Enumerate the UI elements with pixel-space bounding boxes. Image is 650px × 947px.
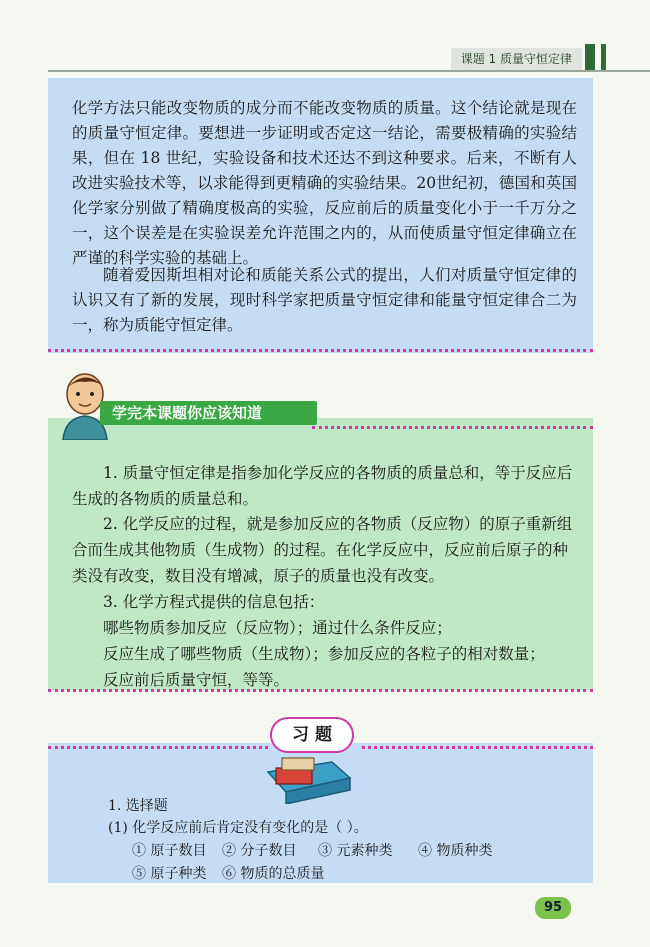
- exercise-question: (1) 化学反应前后肯定没有变化的是（ ）。: [108, 820, 368, 836]
- option-3: ③ 元素种类: [318, 843, 393, 859]
- option-4: ④ 物质种类: [418, 843, 493, 859]
- option-5: ⑤ 原子种类: [132, 866, 207, 882]
- page-number: 95: [535, 897, 571, 919]
- chapter-header: 课题 1 质量守恒定律: [451, 48, 582, 70]
- banner-divider: [312, 426, 593, 429]
- header-bar-decoration-thin: [601, 44, 606, 70]
- books-icon: [262, 748, 354, 804]
- header-bar-decoration: [585, 44, 595, 70]
- option-6: ⑥ 物质的总质量: [222, 866, 325, 882]
- section-divider: [48, 349, 593, 352]
- summary-line-3: 反应前后质量守恒，等等。: [103, 671, 290, 689]
- exercise-heading: 1. 选择题: [108, 798, 168, 814]
- option-1: ① 原子数目: [132, 843, 207, 859]
- summary-line-1: 哪些物质参加反应（反应物）；通过什么条件反应；: [103, 619, 452, 637]
- option-2: ② 分子数目: [222, 843, 297, 859]
- summary-item-3: 3. 化学方程式提供的信息包括：: [103, 593, 325, 611]
- section-divider: [48, 689, 593, 692]
- intro-paragraph-1: 化学方法只能改变物质的成分而不能改变物质的质量。这个结论就是现在的质量守恒定律。要想进一步证明或否定这一结论，需要极精确的实验结果，但在 18 世纪，实验设备和技术还达不到这种要求。后来，不断有人改进实验技术等，以求能得到更精确的实验结果。20世纪初，德国和英国化学家分别做了精确度极高的实验，反应前后的质量变化小于一千万分之一，这个误差是在实验误差允许范围之内的，从而使质量守恒定律确立在严谨的科学实验的基础上。: [72, 99, 577, 267]
- intro-paragraph-2: 随着爱因斯坦相对论和质能关系公式的提出，人们对质量守恒定律的认识又有了新的发展，现时科学家把质量守恒定律和能量守恒定律合二为一，称为质能守恒定律。: [72, 266, 577, 334]
- summary-banner: 学完本课题你应该知道: [100, 401, 317, 425]
- exercise-divider-right: [362, 746, 593, 749]
- summary-item-2: 2. 化学反应的过程，就是参加反应的各物质（反应物）的原子重新组合而生成其他物质（生成物）的过程。在化学反应中，反应前后原子的种类没有改变，数目没有增减，原子的质量也没有改变。: [72, 515, 573, 585]
- exercise-divider-left: [48, 746, 268, 749]
- summary-line-2: 反应生成了哪些物质（生成物）；参加反应的各粒子的相对数量；: [103, 645, 545, 663]
- summary-item-1: 1. 质量守恒定律是指参加化学反应的各物质的质量总和，等于反应后生成的各物质的质量总和。: [72, 464, 573, 508]
- header-rule: [48, 70, 650, 72]
- exercise-badge: 习 题: [270, 717, 354, 753]
